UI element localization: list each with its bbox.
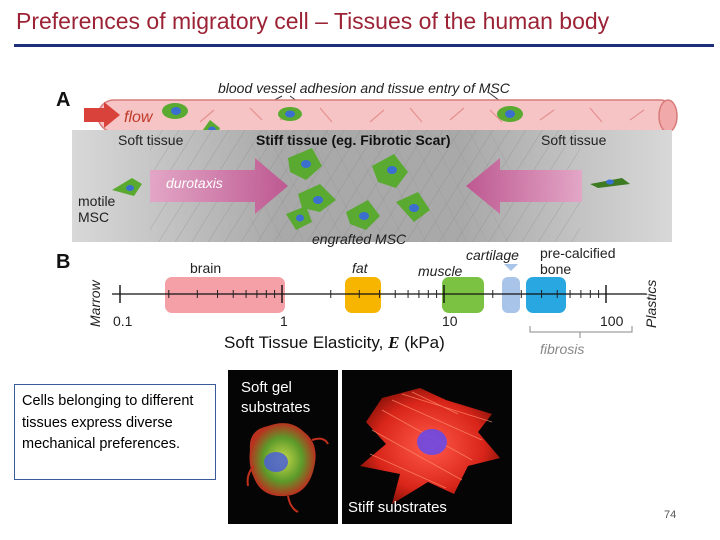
- panel-a-letter: A: [56, 89, 71, 111]
- fibrosis-label: fibrosis: [540, 341, 585, 357]
- panel-b-letter: B: [56, 251, 71, 273]
- soft-gel-micrograph: [228, 370, 338, 524]
- pre-calcified-bone-label: pre-calcified bone: [540, 245, 616, 277]
- brain-range: [165, 277, 285, 313]
- tick-label-0-1: 0.1: [113, 313, 133, 329]
- marrow-label: Marrow: [87, 280, 103, 327]
- mechanobiology-figure: [50, 72, 690, 362]
- muscle-label: muscle: [418, 263, 463, 279]
- cartilage-pointer: [504, 264, 518, 271]
- left-soft-tissue-label: Soft tissue: [118, 132, 184, 148]
- engrafted-msc-label: engrafted MSC: [312, 231, 407, 247]
- tick-label-1: 1: [280, 313, 288, 329]
- durotaxis-label: durotaxis: [166, 175, 223, 191]
- page-number: 74: [664, 509, 677, 521]
- muscle-range: [442, 277, 484, 313]
- caption-box: Cells belonging to different tissues express diverse mechanical preferences.: [14, 384, 216, 480]
- motile-msc-label: motile MSC: [78, 193, 116, 225]
- tick-label-10: 10: [442, 313, 458, 329]
- cartilage-label: cartilage: [466, 247, 519, 263]
- elasticity-axis-title: Soft Tissue Elasticity, E (kPa): [224, 333, 445, 352]
- brain-label: brain: [190, 260, 222, 276]
- plastics-label: Plastics: [643, 279, 659, 328]
- title-underline: [14, 44, 714, 47]
- cartilage-range: [502, 277, 520, 313]
- stiff-substrate-micrograph: [342, 370, 512, 524]
- fat-range: [345, 277, 381, 313]
- adhesion-label: blood vessel adhesion and tissue entry of MSC: [218, 80, 510, 96]
- soft-gel-label: Soft gel substrates: [241, 379, 311, 416]
- stiff-substrate-label: Stiff substrates: [348, 499, 447, 516]
- right-soft-tissue-label: Soft tissue: [541, 132, 607, 148]
- stiff-tissue-label: Stiff tissue (eg. Fibrotic Scar): [256, 132, 451, 148]
- tick-label-100: 100: [600, 313, 624, 329]
- fat-label: fat: [352, 260, 368, 276]
- slide-title: Preferences of migratory cell – Tissues of the human body: [16, 8, 610, 34]
- bone-range: [526, 277, 566, 313]
- flow-label: flow: [124, 109, 153, 126]
